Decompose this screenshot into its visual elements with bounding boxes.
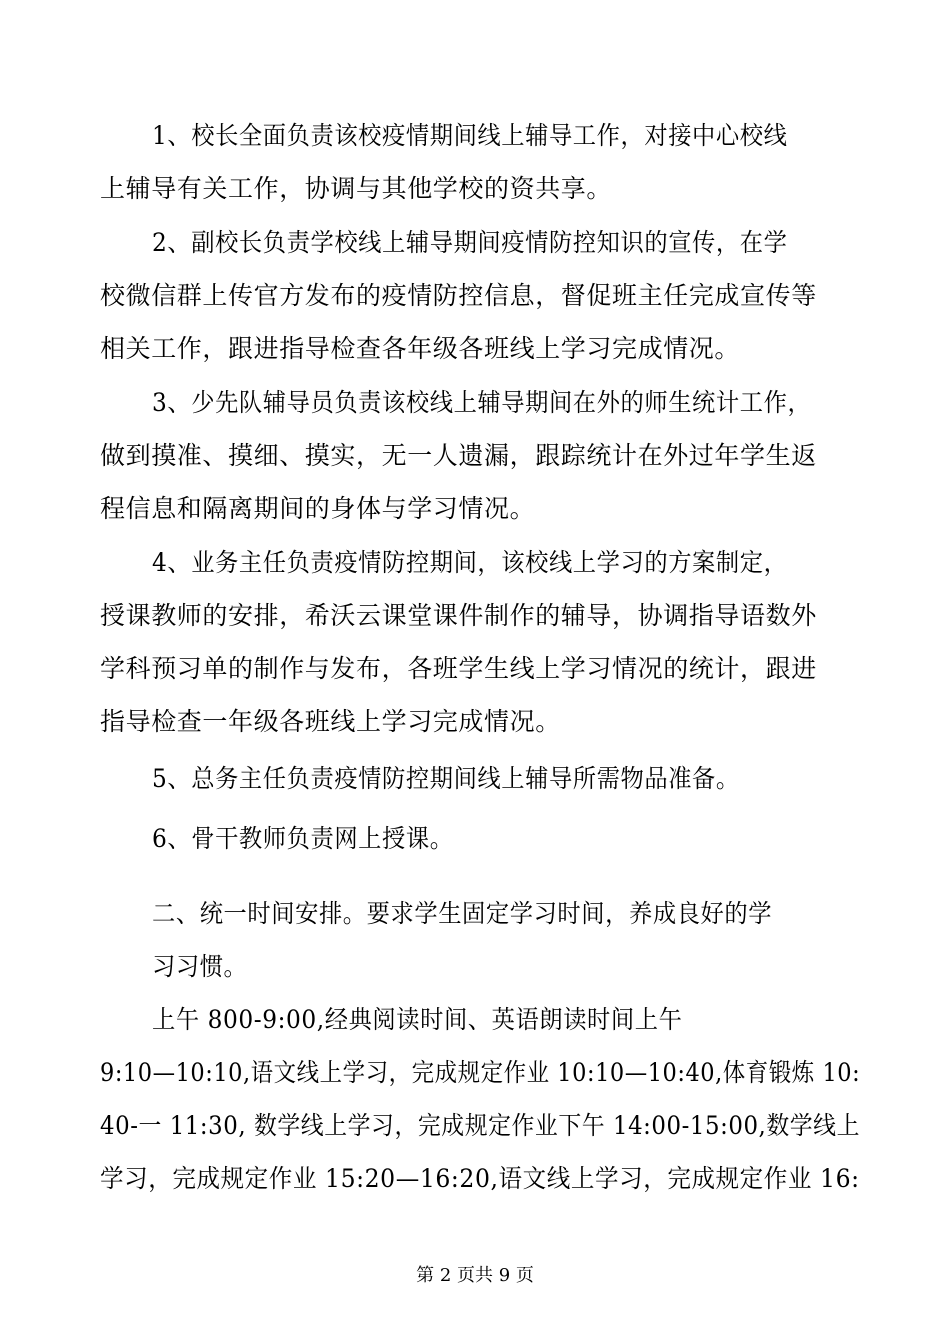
paragraph-1-line-1: 1、校长全面负责该校疫情期间线上辅导工作，对接中心校线 bbox=[152, 121, 788, 150]
section-heading-line-2: 习习惯。 bbox=[152, 952, 248, 981]
schedule-line-2: 9:10—10:10,语文线上学习，完成规定作业 10:10—10:40,体育锻炼 10: bbox=[100, 1058, 861, 1087]
paragraph-2-line-3: 相关工作，跟进指导检查各年级各班线上学习完成情况。 bbox=[100, 334, 741, 363]
paragraph-4-line-3: 学科预习单的制作与发布，各班学生线上学习情况的统计，跟进 bbox=[100, 654, 817, 683]
schedule-line-3: 40-一 11:30, 数学线上学习，完成规定作业下午 14:00-15:00,数学线上 bbox=[100, 1111, 861, 1140]
section-heading-line-1: 二、统一时间安排。要求学生固定学习时间，养成良好的学 bbox=[152, 899, 773, 928]
paragraph-4-line-4: 指导检查一年级各班线上学习完成情况。 bbox=[100, 707, 561, 736]
paragraph-4-line-2: 授课教师的安排，希沃云课堂课件制作的辅导，协调指导语数外 bbox=[100, 601, 817, 630]
schedule-line-4: 学习，完成规定作业 15:20—16:20,语文线上学习，完成规定作业 16: bbox=[100, 1164, 860, 1193]
paragraph-1-line-2: 上辅导有关工作，协调与其他学校的资共享。 bbox=[100, 174, 613, 203]
paragraph-2-line-2: 校微信群上传官方发布的疫情防控信息，督促班主任完成宣传等 bbox=[100, 281, 817, 310]
paragraph-2-line-1: 2、副校长负责学校线上辅导期间疫情防控知识的宣传，在学 bbox=[152, 228, 788, 257]
page-number-footer: 第 2 页共 9 页 bbox=[416, 1265, 534, 1286]
paragraph-5-line-1: 5、总务主任负责疫情防控期间线上辅导所需物品准备。 bbox=[152, 764, 740, 793]
schedule-line-1: 上午 800-9:00,经典阅读时间、英语朗读时间上午 bbox=[152, 1005, 683, 1034]
paragraph-3-line-2: 做到摸准、摸细、摸实，无一人遗漏，跟踪统计在外过年学生返 bbox=[100, 441, 817, 470]
paragraph-3-line-3: 程信息和隔离期间的身体与学习情况。 bbox=[100, 494, 536, 523]
paragraph-3-line-1: 3、少先队辅导员负责该校线上辅导期间在外的师生统计工作， bbox=[152, 388, 812, 417]
paragraph-6-line-1: 6、骨干教师负责网上授课。 bbox=[152, 824, 454, 853]
paragraph-4-line-1: 4、业务主任负责疫情防控期间，该校线上学习的方案制定， bbox=[152, 548, 788, 577]
